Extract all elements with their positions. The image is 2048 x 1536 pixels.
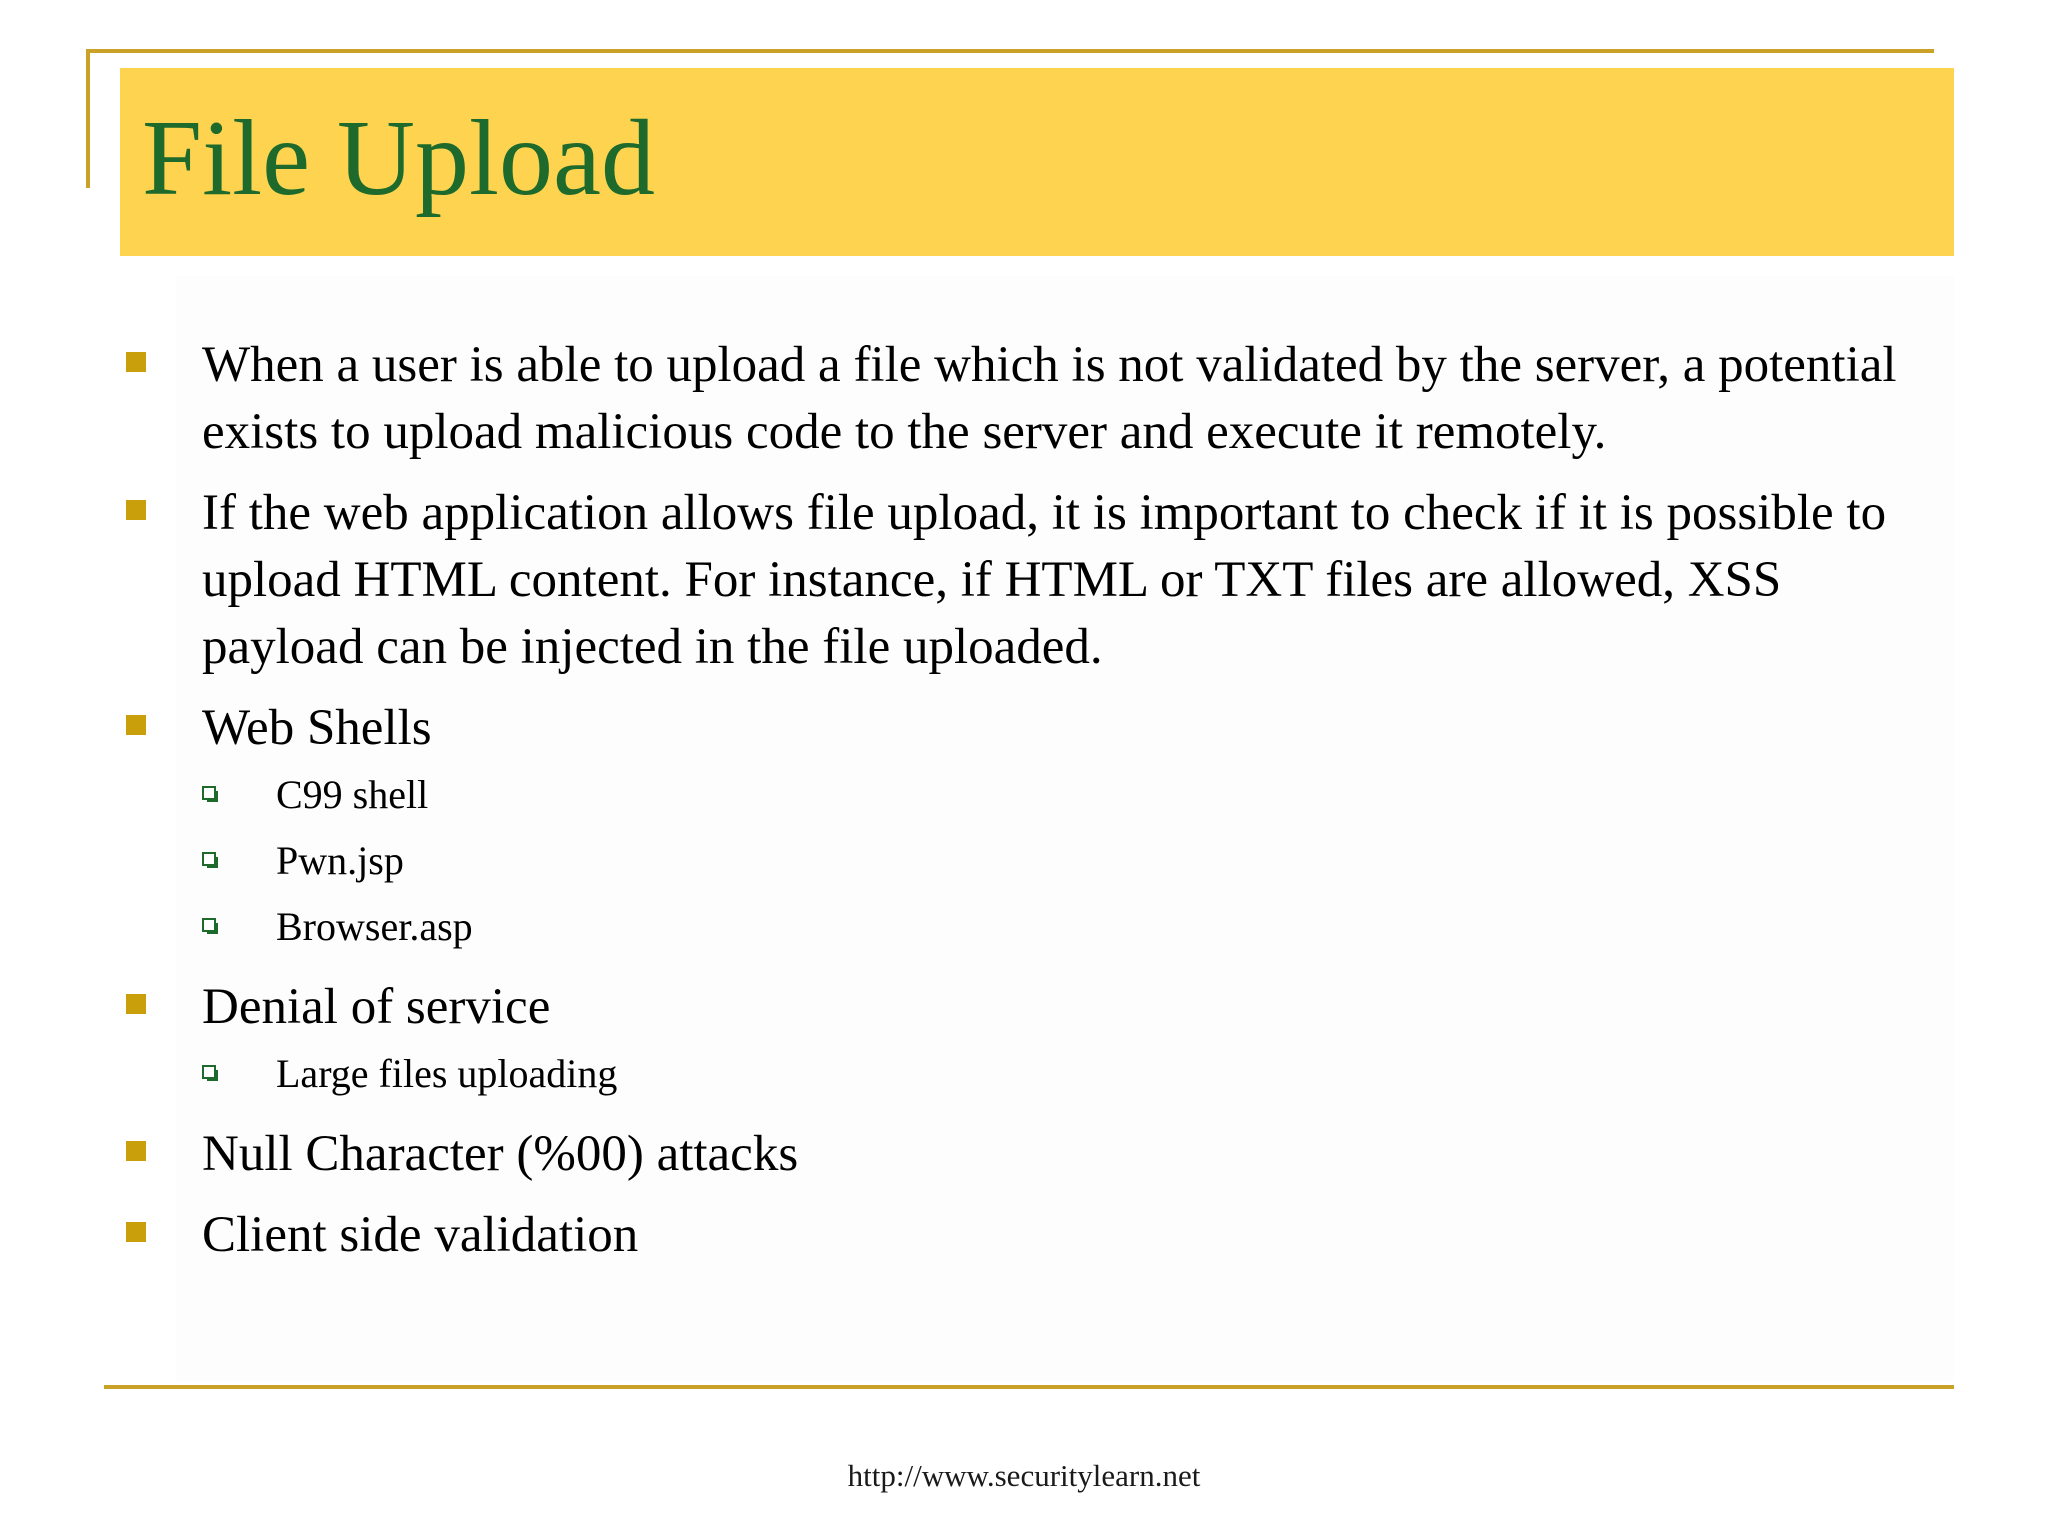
filled-square-bullet-icon	[126, 1141, 146, 1161]
sub-bullet-text: C99 shell	[276, 772, 429, 817]
left-frame-rule	[86, 49, 90, 188]
bullet-item	[126, 1121, 1946, 1188]
bullet-text: When a user is able to upload a file which is not validated by the server, a potential exists to upload malicious code to the server and execute it remotely.	[202, 337, 1897, 460]
sub-bullet-list	[202, 1041, 1946, 1107]
bullet-text: Client side validation	[202, 1207, 639, 1263]
bullet-item	[126, 695, 1946, 960]
sub-bullet-text: Large files uploading	[276, 1051, 618, 1096]
bullet-item	[126, 1202, 1946, 1269]
bullet-text: Web Shells	[202, 700, 432, 756]
bullet-text: If the web application allows file upload, it is important to check if it is possible to upload HTML content. For instance, if HTML or TXT files are allowed, XSS payload can be injected in the file uploaded.	[202, 485, 1887, 675]
footer-rule	[104, 1385, 1954, 1389]
bullet-list	[126, 332, 1946, 1269]
filled-square-bullet-icon	[126, 352, 146, 372]
hollow-square-bullet-icon	[202, 1065, 216, 1079]
bullet-item	[126, 332, 1946, 466]
sub-bullet-text: Browser.asp	[276, 904, 473, 949]
sub-bullet-item	[202, 1041, 1946, 1107]
slide-title: File Upload	[142, 99, 655, 218]
filled-square-bullet-icon	[126, 715, 146, 735]
hollow-square-bullet-icon	[202, 918, 216, 932]
sub-bullet-item	[202, 894, 1946, 960]
top-frame-rule	[86, 49, 1934, 53]
bullet-item	[126, 974, 1946, 1107]
bullet-text: Denial of service	[202, 979, 551, 1035]
sub-bullet-item	[202, 828, 1946, 894]
sub-bullet-item	[202, 762, 1946, 828]
filled-square-bullet-icon	[126, 1222, 146, 1242]
bullet-item	[126, 480, 1946, 681]
sub-bullet-list	[202, 762, 1946, 960]
hollow-square-bullet-icon	[202, 852, 216, 866]
filled-square-bullet-icon	[126, 500, 146, 520]
hollow-square-bullet-icon	[202, 786, 216, 800]
filled-square-bullet-icon	[126, 994, 146, 1014]
sub-bullet-text: Pwn.jsp	[276, 838, 404, 883]
footer-url: http://www.securitylearn.net	[847, 1458, 1201, 1493]
bullet-text: Null Character (%00) attacks	[202, 1126, 799, 1182]
